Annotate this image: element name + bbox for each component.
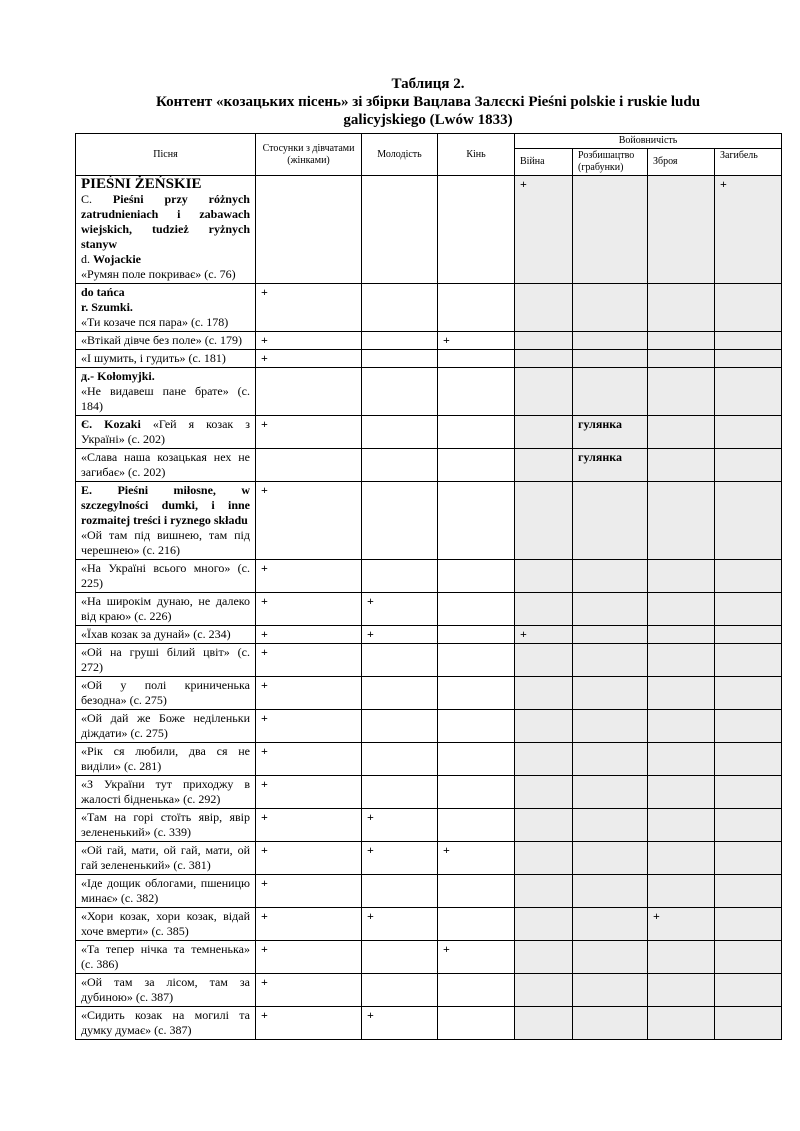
cell-horse [438, 710, 515, 743]
table-row [76, 593, 782, 626]
cell-weapon [648, 284, 715, 332]
cell-youth [362, 416, 438, 449]
song-text: Є. Kozaki [81, 417, 141, 431]
cell-girls: + [256, 908, 362, 941]
cell-weapon [648, 677, 715, 710]
song-text: «Та тепер нічка та темненька» (с. 386) [81, 942, 250, 971]
song-text: «Ти козаче пся пара» (с. 178) [81, 315, 229, 329]
cell-robbery [573, 284, 648, 332]
song-cell [76, 677, 256, 710]
cell-weapon [648, 1007, 715, 1040]
cell-girls: + [256, 776, 362, 809]
cell-death [715, 908, 782, 941]
song-text: «Ой на груші білий цвіт» (с. 272) [81, 645, 250, 674]
cell-war [515, 710, 573, 743]
song-cell [76, 284, 256, 332]
song-cell [76, 482, 256, 560]
cell-robbery [573, 350, 648, 368]
table-row [76, 710, 782, 743]
cell-robbery: гулянка [573, 449, 648, 482]
cell-horse [438, 644, 515, 677]
cell-weapon [648, 974, 715, 1007]
cell-girls [256, 368, 362, 416]
header-youth: Молодість [362, 134, 438, 176]
cell-youth: + [362, 1007, 438, 1040]
cell-youth [362, 776, 438, 809]
cell-horse [438, 416, 515, 449]
cell-horse [438, 743, 515, 776]
cell-war [515, 677, 573, 710]
table-row [76, 416, 782, 449]
song-cell [76, 560, 256, 593]
table-row [76, 368, 782, 416]
cell-war [515, 776, 573, 809]
cell-war [515, 416, 573, 449]
cell-robbery [573, 626, 648, 644]
cell-horse [438, 368, 515, 416]
cell-robbery [573, 560, 648, 593]
song-text: «Рік ся любили, два ся не виділи» (с. 281) [81, 744, 250, 773]
cell-weapon [648, 560, 715, 593]
cell-death: + [715, 176, 782, 284]
cell-war [515, 1007, 573, 1040]
cell-horse [438, 449, 515, 482]
cell-youth [362, 176, 438, 284]
song-text: «Гей я козак з Україні» (с. 202) [81, 417, 251, 446]
song-text: «На широкім дунаю, не далеко від краю» (с. 226) [81, 594, 250, 623]
cell-horse [438, 560, 515, 593]
cell-horse [438, 284, 515, 332]
table-row [76, 677, 782, 710]
song-cell [76, 626, 256, 644]
cell-war [515, 974, 573, 1007]
cell-youth: + [362, 842, 438, 875]
song-text: «Не видавеш пане брате» (с. 184) [81, 384, 250, 413]
table-row [76, 332, 782, 350]
cell-weapon [648, 449, 715, 482]
table-row [76, 284, 782, 332]
cell-horse [438, 482, 515, 560]
cell-horse [438, 350, 515, 368]
cell-robbery [573, 974, 648, 1007]
cell-weapon [648, 368, 715, 416]
cell-death [715, 284, 782, 332]
song-cell [76, 776, 256, 809]
cell-robbery [573, 743, 648, 776]
cell-death [715, 416, 782, 449]
cell-horse [438, 677, 515, 710]
cell-horse [438, 908, 515, 941]
cell-youth: + [362, 626, 438, 644]
song-cell [76, 1007, 256, 1040]
cell-weapon [648, 644, 715, 677]
table-row [76, 350, 782, 368]
song-content-table [75, 133, 782, 1040]
caption-line-3: galicyjskiego (Lwów 1833) [343, 112, 513, 128]
cell-weapon [648, 809, 715, 842]
cell-death [715, 368, 782, 416]
cell-death [715, 626, 782, 644]
cell-horse [438, 809, 515, 842]
table-row [76, 176, 782, 284]
cell-girls: + [256, 644, 362, 677]
cell-girls: + [256, 875, 362, 908]
song-cell [76, 908, 256, 941]
cell-youth [362, 482, 438, 560]
cell-youth [362, 677, 438, 710]
cell-death [715, 677, 782, 710]
song-cell [76, 350, 256, 368]
cell-death [715, 560, 782, 593]
song-cell [76, 332, 256, 350]
cell-death [715, 449, 782, 482]
table-row [76, 974, 782, 1007]
cell-war [515, 368, 573, 416]
song-text: «Ой там за лісом, там за дубиною» (с. 387) [81, 975, 250, 1004]
cell-girls [256, 176, 362, 284]
song-text: Wojackie [93, 252, 141, 266]
cell-weapon [648, 941, 715, 974]
cell-death [715, 875, 782, 908]
song-text: «Ой у полі криниченька безодна» (с. 275) [81, 678, 250, 707]
song-cell [76, 644, 256, 677]
song-cell [76, 593, 256, 626]
cell-death [715, 974, 782, 1007]
song-cell [76, 368, 256, 416]
song-text: «Ой дай же Боже неділеньки діждати» (с. 275) [81, 711, 250, 740]
cell-robbery [573, 368, 648, 416]
cell-horse: + [438, 332, 515, 350]
cell-war [515, 941, 573, 974]
cell-youth [362, 875, 438, 908]
song-text: E. Pieśni miłosne, w szczegylności dumki, i inne rozmaitej treści i ryznego składu [81, 483, 250, 527]
song-cell [76, 743, 256, 776]
song-text: Pieśni przy różnych zatrudnieniach i zabawach wiejskich, tudzież ryżnych stanyw [81, 192, 250, 251]
song-cell [76, 416, 256, 449]
cell-youth: + [362, 908, 438, 941]
cell-girls: + [256, 284, 362, 332]
cell-weapon [648, 626, 715, 644]
cell-robbery [573, 941, 648, 974]
song-text: «На Україні всього много» (с. 225) [81, 561, 250, 590]
cell-war [515, 449, 573, 482]
cell-girls: + [256, 842, 362, 875]
cell-war [515, 908, 573, 941]
cell-weapon [648, 176, 715, 284]
cell-weapon [648, 875, 715, 908]
table-row [76, 908, 782, 941]
cell-girls: + [256, 809, 362, 842]
cell-robbery [573, 482, 648, 560]
song-cell [76, 176, 256, 284]
cell-robbery [573, 809, 648, 842]
cell-youth: + [362, 593, 438, 626]
table-row [76, 941, 782, 974]
header-robbery: Розбишацтво (грабунки) [573, 149, 648, 176]
cell-girls: + [256, 677, 362, 710]
cell-robbery [573, 842, 648, 875]
song-text: «Сидить козак на могилі та думку думає» (с. 387) [81, 1008, 250, 1037]
cell-death [715, 593, 782, 626]
cell-robbery [573, 593, 648, 626]
caption-line-2: Контент «козацьких пісень» зі збірки Вацлава Залєскі Pieśni polskie i ruskie ludu [155, 94, 701, 110]
cell-girls: + [256, 1007, 362, 1040]
song-text: r. Szumki. [81, 300, 133, 314]
header-horse: Кінь [438, 134, 515, 176]
song-text: «Втікай дівче без поле» (с. 179) [81, 333, 243, 347]
cell-girls: + [256, 974, 362, 1007]
cell-robbery [573, 677, 648, 710]
table-caption [75, 75, 781, 129]
cell-death [715, 1007, 782, 1040]
header-death: Загибель [715, 149, 782, 176]
song-text: д.- Kołomyjki. [81, 369, 155, 383]
table-row [76, 449, 782, 482]
cell-horse: + [438, 941, 515, 974]
table-row [76, 560, 782, 593]
cell-war [515, 284, 573, 332]
song-cell [76, 842, 256, 875]
cell-weapon [648, 332, 715, 350]
cell-youth [362, 449, 438, 482]
cell-death [715, 350, 782, 368]
song-text: «Там на горі стоїть явір, явір зелененький» (с. 339) [81, 810, 250, 839]
song-text: «І шумить, і гудить» (с. 181) [81, 351, 226, 365]
cell-girls: + [256, 350, 362, 368]
cell-weapon [648, 416, 715, 449]
cell-death [715, 776, 782, 809]
cell-girls: + [256, 482, 362, 560]
cell-death [715, 644, 782, 677]
song-text: C. [81, 192, 113, 206]
cell-robbery [573, 776, 648, 809]
cell-youth [362, 974, 438, 1007]
cell-weapon: + [648, 908, 715, 941]
caption-number: Таблиця 2. [391, 76, 465, 92]
cell-horse [438, 776, 515, 809]
table-row [76, 842, 782, 875]
cell-weapon [648, 593, 715, 626]
cell-youth [362, 284, 438, 332]
cell-horse [438, 593, 515, 626]
cell-horse [438, 176, 515, 284]
cell-youth [362, 350, 438, 368]
cell-girls: + [256, 560, 362, 593]
cell-robbery [573, 710, 648, 743]
table-row [76, 875, 782, 908]
song-text: «З України тут приходжу в жалості бідненька» (с. 292) [81, 777, 250, 806]
table-row [76, 776, 782, 809]
cell-death [715, 332, 782, 350]
cell-war [515, 560, 573, 593]
cell-youth [362, 332, 438, 350]
cell-girls: + [256, 593, 362, 626]
song-cell [76, 449, 256, 482]
song-text: do tańca [81, 285, 125, 299]
cell-war [515, 809, 573, 842]
cell-youth [362, 941, 438, 974]
cell-youth [362, 560, 438, 593]
header-weapon: Зброя [648, 149, 715, 176]
table-row [76, 1007, 782, 1040]
cell-war: + [515, 176, 573, 284]
song-cell [76, 974, 256, 1007]
cell-weapon [648, 842, 715, 875]
song-cell [76, 941, 256, 974]
cell-robbery: гулянка [573, 416, 648, 449]
cell-death [715, 482, 782, 560]
cell-girls: + [256, 941, 362, 974]
cell-war [515, 593, 573, 626]
cell-youth [362, 743, 438, 776]
cell-war [515, 644, 573, 677]
song-text: «Хори козак, хори козак, відай хоче вмерти» (с. 385) [81, 909, 250, 938]
cell-robbery [573, 908, 648, 941]
cell-horse [438, 974, 515, 1007]
cell-horse: + [438, 842, 515, 875]
cell-war [515, 842, 573, 875]
cell-death [715, 743, 782, 776]
cell-weapon [648, 776, 715, 809]
cell-horse [438, 626, 515, 644]
header-song: Пісня [76, 134, 256, 176]
header-war: Війна [515, 149, 573, 176]
cell-girls: + [256, 416, 362, 449]
table-row [76, 482, 782, 560]
song-text: «Ой гай, мати, ой гай, мати, ой гай зелененький» (с. 381) [81, 843, 250, 872]
cell-weapon [648, 482, 715, 560]
cell-horse [438, 875, 515, 908]
cell-death [715, 941, 782, 974]
cell-war [515, 350, 573, 368]
song-text: «Іде дощик облогами, пшеницю минає» (с. 382) [81, 876, 250, 905]
header-girls: Стосунки з дівчатами (жінками) [256, 134, 362, 176]
cell-robbery [573, 644, 648, 677]
song-text: PIEŚNI ŻEŃSKIE [81, 176, 202, 192]
cell-weapon [648, 743, 715, 776]
song-cell [76, 875, 256, 908]
song-cell [76, 710, 256, 743]
cell-robbery [573, 1007, 648, 1040]
song-cell [76, 809, 256, 842]
table-body [76, 176, 782, 1040]
cell-youth [362, 368, 438, 416]
header-militancy: Войовничість [515, 134, 782, 149]
cell-death [715, 842, 782, 875]
cell-war [515, 332, 573, 350]
cell-robbery [573, 176, 648, 284]
table-row [76, 809, 782, 842]
song-text: «Ой там під вишнею, там під черешнею» (с. 216) [81, 528, 250, 557]
table-row [76, 626, 782, 644]
cell-robbery [573, 332, 648, 350]
cell-war [515, 743, 573, 776]
cell-war [515, 875, 573, 908]
cell-girls: + [256, 332, 362, 350]
song-text: «Слава наша козацькая нех не загибає» (с. 202) [81, 450, 250, 479]
cell-girls: + [256, 710, 362, 743]
cell-horse [438, 1007, 515, 1040]
song-text: «Румян поле покриває» (с. 76) [81, 267, 236, 281]
cell-girls [256, 449, 362, 482]
cell-death [715, 710, 782, 743]
song-text: «Їхав козак за дунай» (с. 234) [81, 627, 231, 641]
cell-death [715, 809, 782, 842]
table-row [76, 644, 782, 677]
cell-youth: + [362, 809, 438, 842]
cell-girls: + [256, 626, 362, 644]
cell-war [515, 482, 573, 560]
cell-robbery [573, 875, 648, 908]
song-text: d. [81, 252, 93, 266]
cell-youth [362, 710, 438, 743]
cell-weapon [648, 710, 715, 743]
table-row [76, 743, 782, 776]
cell-girls: + [256, 743, 362, 776]
cell-war: + [515, 626, 573, 644]
cell-weapon [648, 350, 715, 368]
cell-youth [362, 644, 438, 677]
